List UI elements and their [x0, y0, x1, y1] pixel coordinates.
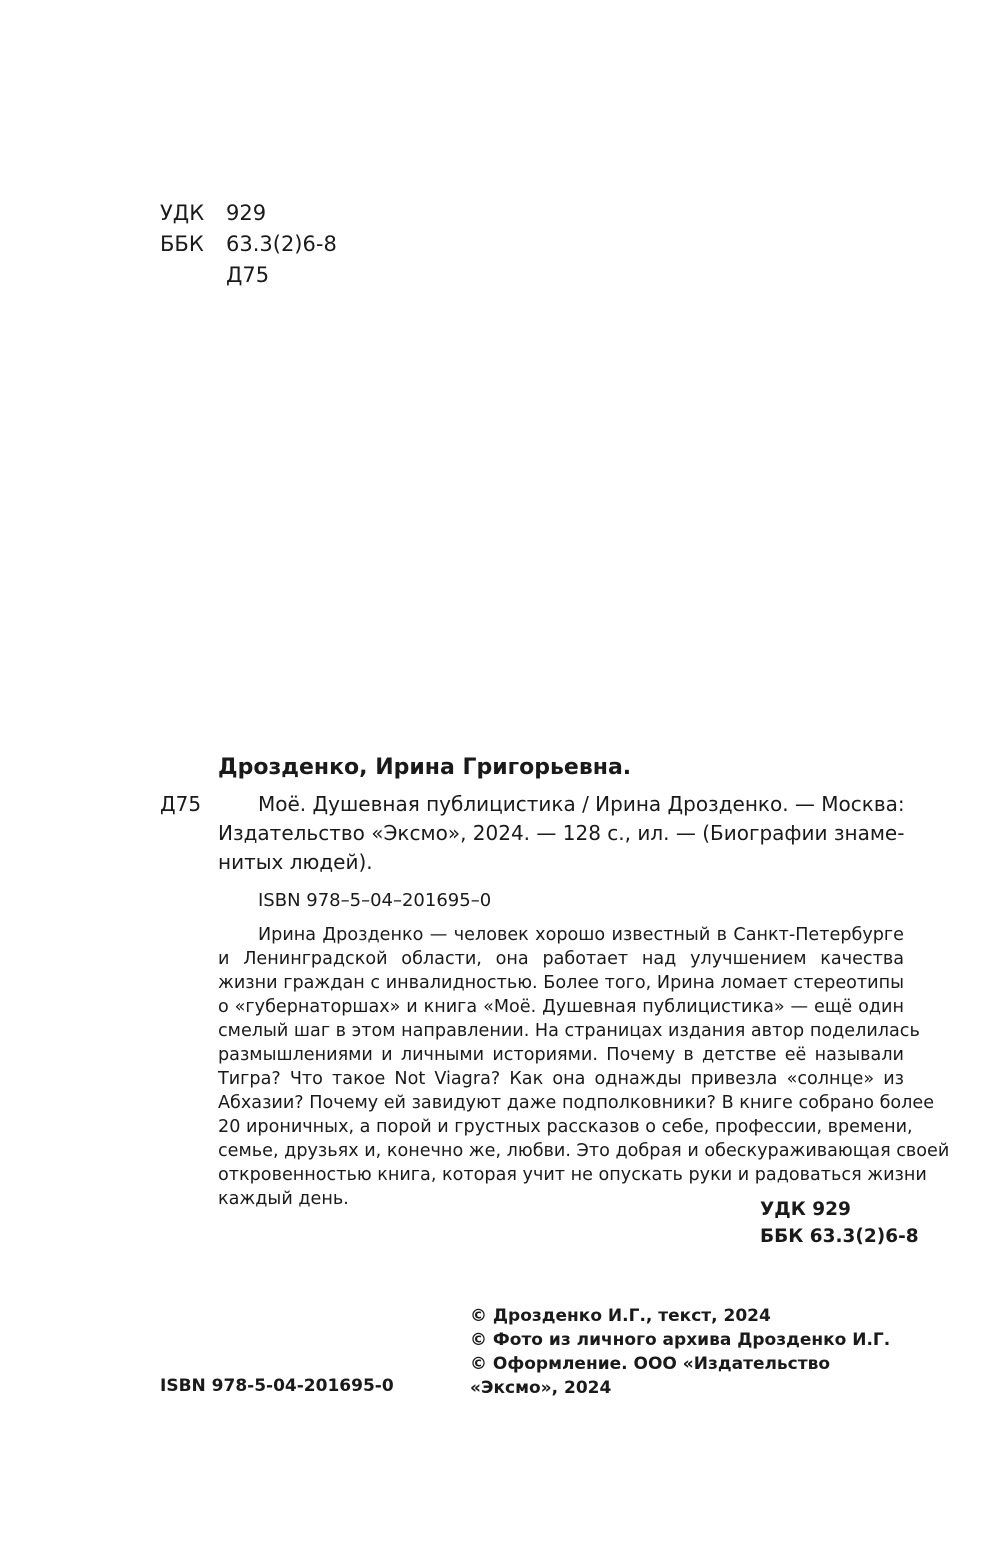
annotation-line: Тигра? Что такое Not Viagra? Как она однажды привезла «солнце» из: [218, 1069, 904, 1089]
card-udk: УДК 929: [760, 1199, 851, 1220]
annotation-line: откровенностью книга, которая учит не опускать руки и радоваться жизни: [218, 1165, 927, 1185]
card-bbk: ББК 63.3(2)6-8: [760, 1226, 919, 1247]
bibliographic-line: Издательство «Эксмо», 2024. — 128 с., ил. — (Биографии знаме-: [218, 821, 905, 845]
bibliographic-line: нитых людей).: [218, 850, 373, 874]
annotation: [218, 923, 950, 1211]
copyright-line: © Оформление. ООО «Издательство: [470, 1354, 831, 1374]
annotation-line: 20 ироничных, а порой и грустных рассказов о себе, профессии, времени,: [218, 1117, 913, 1137]
annotation-line: Абхазии? Почему ей завидуют даже подполковники? В книге собрано более: [218, 1093, 935, 1113]
imprint-isbn: ISBN 978-5-04-201695-0: [160, 1376, 394, 1396]
card-author-sign: Д75: [160, 792, 202, 816]
copyright-line: © Дрозденко И.Г., текст, 2024: [470, 1306, 771, 1326]
annotation-line: и Ленинградской области, она работает над улучшением качества: [218, 949, 904, 969]
udk-label: УДК: [160, 201, 205, 225]
card-author: Дрозденко, Ирина Григорьевна.: [218, 755, 632, 780]
bibliographic-description: [218, 790, 904, 877]
annotation-line: жизни граждан с инвалидностью. Более того, Ирина ломает стереотипы: [218, 973, 904, 993]
annotation-line: о «губернаторшах» и книга «Моё. Душевная публицистика» — ещё один: [218, 997, 904, 1017]
bbk-label: ББК: [160, 232, 204, 256]
copyright-line: © Фото из личного архива Дрозденко И.Г.: [470, 1330, 891, 1350]
udk-value: 929: [226, 201, 267, 225]
card-isbn: ISBN 978–5–04–201695–0: [258, 890, 492, 911]
annotation-line: Ирина Дрозденко — человек хорошо известный в Санкт-Петербурге: [258, 925, 904, 945]
copyright-block: [470, 1304, 890, 1400]
card-classification: [760, 1196, 919, 1250]
author-sign: Д75: [226, 263, 270, 287]
annotation-line: каждый день.: [218, 1189, 349, 1209]
bibliographic-line: Моё. Душевная публицистика / Ирина Дрозденко. — Москва:: [258, 792, 905, 816]
annotation-line: семье, друзьях и, конечно же, любви. Это добрая и обескураживающая своей: [218, 1141, 950, 1161]
bbk-value: 63.3(2)6-8: [226, 232, 337, 256]
annotation-line: смелый шаг в этом направлении. На страницах издания автор поделилась: [218, 1021, 920, 1041]
annotation-line: размышлениями и личными историями. Почему в детстве её называли: [218, 1045, 904, 1065]
copyright-line: «Эксмо», 2024: [470, 1378, 612, 1398]
